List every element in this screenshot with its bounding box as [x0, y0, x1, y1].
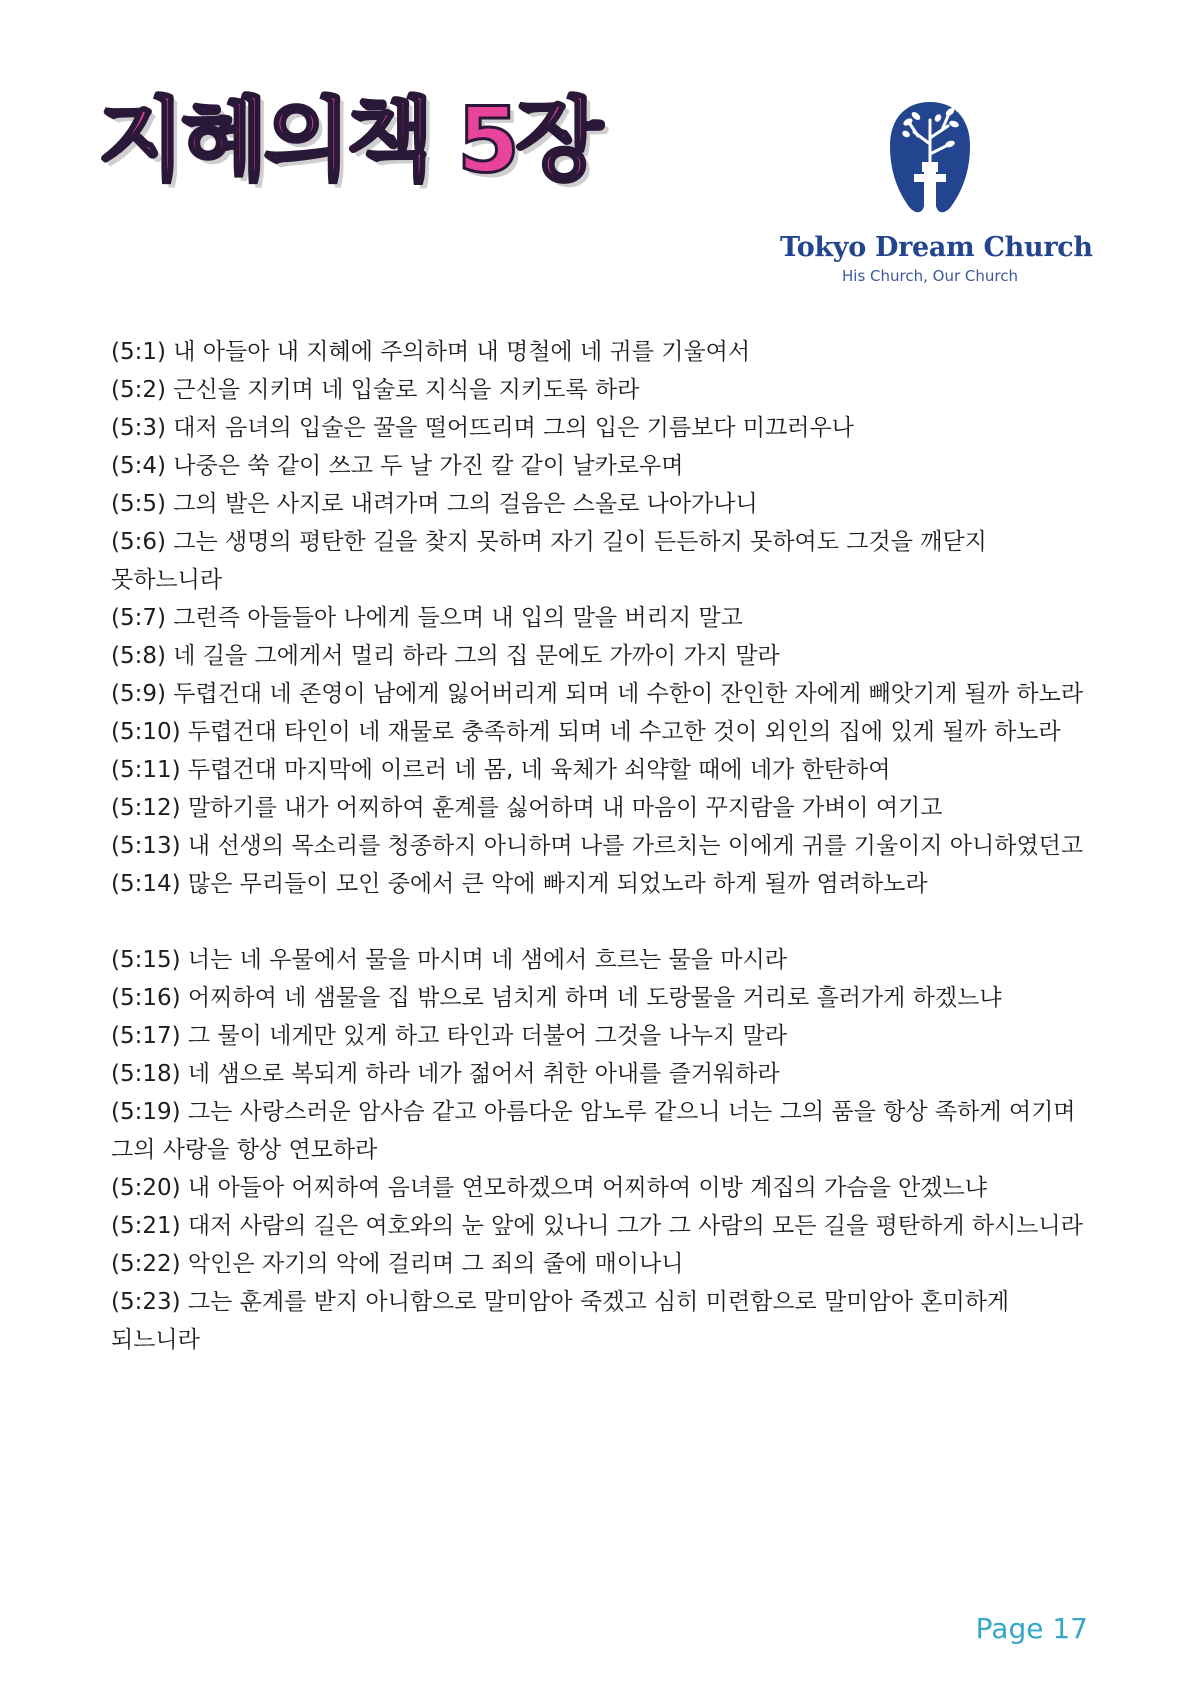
verse-text: 어찌하여 네 샘물을 집 밖으로 넘치게 하며 네 도랑물을 거리로 흘러가게 하겠느냐 — [187, 985, 1002, 1011]
verse-ref: (5:2) — [111, 377, 166, 403]
verse-text: 그는 생명의 평탄한 길을 찾지 못하며 자기 길이 든든하지 못하여도 그것을 깨닫지 못하느니라 — [111, 529, 987, 593]
verse — [111, 523, 1096, 599]
verse-ref: (5:8) — [111, 643, 166, 669]
verse-text: 그의 발은 사지로 내려가며 그의 걸음은 스올로 나아가나니 — [173, 491, 758, 517]
verse — [111, 409, 1096, 447]
verse-text: 악인은 자기의 악에 걸리며 그 죄의 줄에 매이나니 — [187, 1251, 684, 1277]
verse-text: 네 길을 그에게서 멀리 하라 그의 집 문에도 가까이 가지 말라 — [173, 643, 780, 669]
page-title: 지혜의책 5장 — [98, 88, 599, 193]
verse-text: 네 샘으로 복되게 하라 네가 젊어서 취한 아내를 즐거워하라 — [187, 1061, 780, 1087]
verse-text: 많은 무리들이 모인 중에서 큰 악에 빠지게 되었노라 하게 될까 염려하노라 — [187, 871, 928, 897]
verse-ref: (5:4) — [111, 453, 166, 479]
verse-ref: (5:10) — [111, 719, 181, 745]
verse-ref: (5:9) — [111, 681, 166, 707]
verse — [111, 941, 1096, 979]
verse-ref: (5:19) — [111, 1099, 181, 1125]
verse-ref: (5:23) — [111, 1289, 181, 1315]
verse — [111, 599, 1096, 637]
verse — [111, 713, 1096, 751]
verse — [111, 333, 1096, 371]
verse-ref: (5:11) — [111, 757, 181, 783]
verse-ref: (5:16) — [111, 985, 181, 1011]
verse-text: 나중은 쑥 같이 쓰고 두 날 가진 칼 같이 날카로우며 — [173, 453, 684, 479]
verse — [111, 827, 1096, 865]
page-label: Page — [975, 1612, 1044, 1645]
verse-list — [111, 333, 1096, 1359]
verse — [111, 1245, 1096, 1283]
church-logo — [780, 100, 1093, 285]
verse — [111, 789, 1096, 827]
verse-ref: (5:20) — [111, 1175, 181, 1201]
church-tagline: His Church, Our Church — [842, 267, 1018, 285]
verse-text: 너는 네 우물에서 물을 마시며 네 샘에서 흐르는 물을 마시라 — [187, 947, 787, 973]
verse — [111, 1283, 1096, 1359]
verse-text: 대저 음녀의 입술은 꿀을 떨어뜨리며 그의 입은 기름보다 미끄러우나 — [173, 415, 854, 441]
page-number — [976, 1612, 1088, 1645]
verse-text: 내 선생의 목소리를 청종하지 아니하며 나를 가르치는 이에게 귀를 기울이지 아니하였던고 — [187, 833, 1084, 859]
verse-ref: (5:21) — [111, 1213, 181, 1239]
verse-ref: (5:15) — [111, 947, 181, 973]
verse-text: 내 아들아 내 지혜에 주의하며 내 명철에 네 귀를 기울여서 — [173, 339, 751, 365]
verse-text: 두렵건대 마지막에 이르러 네 몸, 네 육체가 쇠약할 때에 네가 한탄하여 — [187, 757, 891, 783]
tree-cross-icon — [888, 100, 972, 216]
verse — [111, 1093, 1096, 1169]
verse-ref: (5:3) — [111, 415, 166, 441]
verse — [111, 751, 1096, 789]
verse-ref: (5:7) — [111, 605, 166, 631]
verse-text: 그는 훈계를 받지 아니함으로 말미암아 죽겠고 심히 미련함으로 말미암아 혼미하게 되느니라 — [111, 1289, 1010, 1353]
verse — [111, 865, 1096, 903]
church-name: Tokyo Dream Church — [780, 232, 1093, 263]
verse-text: 두렵건대 네 존영이 남에게 잃어버리게 되며 네 수한이 잔인한 자에게 빼앗기게 될까 하노라 — [173, 681, 1084, 707]
verse-ref: (5:13) — [111, 833, 181, 859]
verse — [111, 1169, 1096, 1207]
verse — [111, 447, 1096, 485]
verse-ref: (5:22) — [111, 1251, 181, 1277]
verse-text: 내 아들아 어찌하여 음녀를 연모하겠으며 어찌하여 이방 계집의 가슴을 안겠느냐 — [187, 1175, 987, 1201]
verse — [111, 675, 1096, 713]
verse-text: 그 물이 네게만 있게 하고 타인과 더불어 그것을 나누지 말라 — [187, 1023, 787, 1049]
verse-text: 그는 사랑스러운 암사슴 같고 아름다운 암노루 같으니 너는 그의 품을 항상 족하게 여기며 그의 사랑을 항상 연모하라 — [111, 1099, 1076, 1163]
verse — [111, 371, 1096, 409]
verse-text: 말하기를 내가 어찌하여 훈계를 싫어하며 내 마음이 꾸지람을 가벼이 여기고 — [187, 795, 943, 821]
verse — [111, 1017, 1096, 1055]
verse — [111, 485, 1096, 523]
verse-ref: (5:1) — [111, 339, 166, 365]
verse — [111, 637, 1096, 675]
verse-ref: (5:12) — [111, 795, 181, 821]
verse — [111, 1207, 1096, 1245]
verse-ref: (5:6) — [111, 529, 166, 555]
verse-text: 두렵건대 타인이 네 재물로 충족하게 되며 네 수고한 것이 외인의 집에 있게 될까 하노라 — [187, 719, 1061, 745]
verse-text: 근신을 지키며 네 입술로 지식을 지키도록 하라 — [173, 377, 640, 403]
verse-ref: (5:14) — [111, 871, 181, 897]
verse-ref: (5:18) — [111, 1061, 181, 1087]
page-number-value: 17 — [1052, 1612, 1088, 1645]
verse-ref: (5:17) — [111, 1023, 181, 1049]
verse — [111, 1055, 1096, 1093]
verse-ref: (5:5) — [111, 491, 166, 517]
verse-text: 그런즉 아들들아 나에게 들으며 내 입의 말을 버리지 말고 — [173, 605, 743, 631]
verse-text: 대저 사람의 길은 여호와의 눈 앞에 있나니 그가 그 사람의 모든 길을 평탄하게 하시느니라 — [187, 1213, 1083, 1239]
verse — [111, 979, 1096, 1017]
